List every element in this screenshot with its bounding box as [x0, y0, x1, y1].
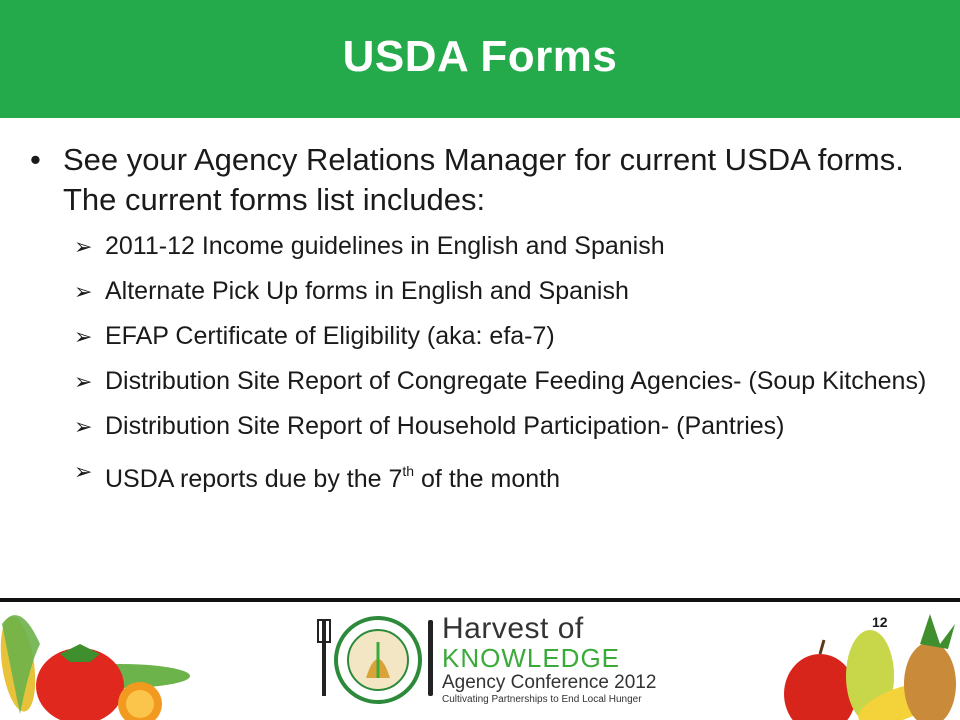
list-item: ➢ Distribution Site Report of Congregate Feeding Agencies- (Soup Kitchens) [74, 365, 930, 398]
list-item: ➢ Alternate Pick Up forms in English and Spanish [74, 275, 930, 308]
footer-divider [0, 598, 960, 602]
list-item: ➢ Distribution Site Report of Household Participation- (Pantries) [74, 410, 930, 443]
page-number: 12 [872, 614, 888, 630]
list-item: ➢ EFAP Certificate of Eligibility (aka: efa-7) [74, 320, 930, 353]
arrow-bullet-icon: ➢ [74, 414, 93, 439]
tagline: Cultivating Partnerships to End Local Hunger [442, 694, 642, 705]
conference-branding [442, 614, 656, 706]
arrow-bullet-icon: ➢ [74, 234, 93, 259]
slide-body [30, 140, 930, 508]
conference-name: Agency Conference 2012 [442, 672, 657, 693]
harvest-of-text: Harvest of [442, 612, 584, 645]
arrow-bullet-icon: ➢ [74, 369, 93, 394]
arrow-bullet-icon: ➢ [74, 459, 93, 484]
fruits-right-illustration [780, 604, 960, 720]
main-bullet-text: See your Agency Relations Manager for current USDA forms. The current forms list includes: [63, 142, 904, 217]
list-item: ➢ USDA reports due by the 7th of the month [74, 455, 930, 496]
forms-list [74, 230, 930, 496]
knowledge-text: KNOWLEDGE [442, 643, 621, 673]
list-item: ➢ 2011-12 Income guidelines in English and Spanish [74, 230, 930, 263]
vegetables-left-illustration [0, 604, 200, 720]
slide-title: USDA Forms [342, 32, 618, 81]
main-bullet [30, 140, 930, 220]
food-bank-logo [316, 612, 440, 708]
arrow-bullet-icon: ➢ [74, 279, 93, 304]
bullet-dot-icon: • [30, 142, 41, 177]
arrow-bullet-icon: ➢ [74, 324, 93, 349]
